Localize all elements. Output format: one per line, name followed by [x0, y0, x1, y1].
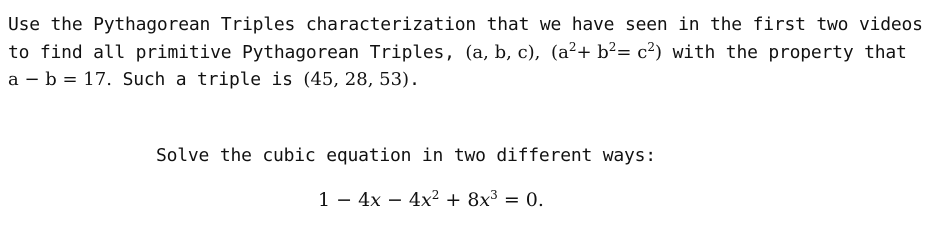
line-3-text: Such a triple is: [122, 69, 293, 90]
triple-tuple: (a, b, c),: [465, 41, 541, 63]
problem-2-prompt: Solve the cubic equation in two different ways:: [156, 145, 656, 166]
problem-1-line-3: a − b = 17. Such a triple is (45, 28, 53).: [8, 69, 420, 90]
line-2-tail: with the property that: [672, 41, 907, 63]
problem-1-line-1: Use the Pythagorean Triples characterization that we have seen in the first two videos: [8, 14, 923, 35]
cubic-equation: $1 - 4x - 4x^2 + 8x^3 = 0$.: [318, 188, 544, 211]
example-triple: (45, 28, 53): [303, 69, 410, 90]
problem-1-line-2: [8, 39, 928, 67]
pythagorean-equation: $(a^2+ b^2= c^2)$: [551, 39, 662, 63]
difference-condition: a − b = 17.: [8, 69, 112, 90]
line-2-text: to find all primitive Pythagorean Triples,: [8, 41, 455, 63]
problem-1-paragraph: [8, 11, 928, 94]
